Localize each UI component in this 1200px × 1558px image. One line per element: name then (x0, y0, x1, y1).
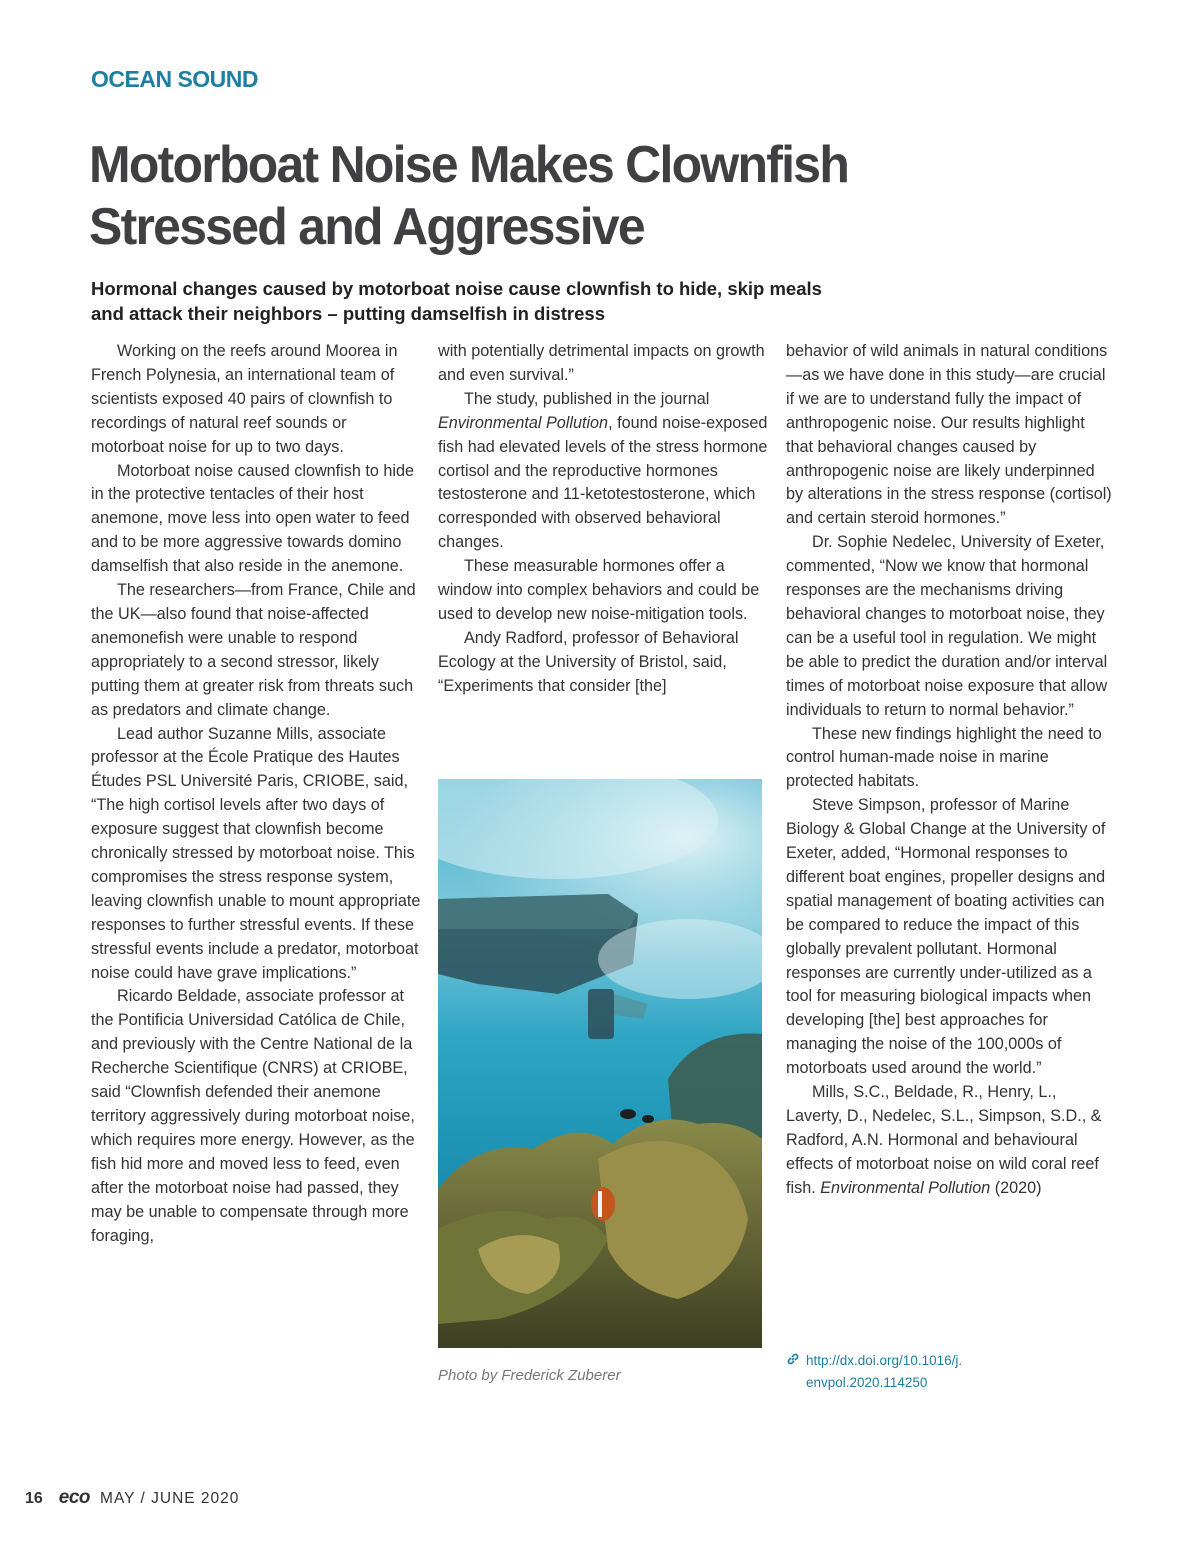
reference-year: (2020) (990, 1178, 1042, 1197)
body-column-2 (438, 340, 768, 699)
paragraph: Working on the reefs around Moorea in French Polynesia, an international team of scientists exposed 40 pairs of clownfish to recordings of natural reef sounds or motorboat noise for up to two days. (91, 342, 398, 456)
paragraph-text: The study, published in the journal (464, 389, 710, 408)
paragraph: Lead author Suzanne Mills, associate professor at the École Pratique des Hautes Études PSL Université Paris, CRIOBE, said, “The high cortisol levels after two days of exposure suggest that clownfish become chronically stressed by motorboat noise. This compromises the stress response system, leaving clownfish unable to mount appropriate responses to further stressful events. If these stressful events include a predator, motorboat noise could have grave implications.” (91, 724, 421, 982)
paragraph-text: , found noise-exposed fish had elevated levels of the stress hormone cortisol and the reproductive hormones testosterone and 11-ketotestosterone, which corresponded with observed behavioral changes. (438, 413, 768, 552)
doi-link[interactable] (786, 1350, 1046, 1394)
reference-journal: Environmental Pollution (820, 1178, 991, 1197)
doi-link-line-1[interactable]: http://dx.doi.org/10.1016/j. (806, 1353, 963, 1368)
section-label: OCEAN SOUND (91, 66, 259, 92)
paragraph: behavior of wild animals in natural conditions—as we have done in this study—are crucial if we are to understand fully the impact of anthropogenic noise. Our results highlight that behavioral changes caused by anthropogenic noise are likely underpinned by alterations in the stress response (cortisol) and certain steroid hormones.” (786, 342, 1112, 528)
reef-photo (438, 779, 762, 1348)
doi-link-line-2[interactable]: envpol.2020.114250 (806, 1375, 928, 1390)
paragraph: The researchers—from France, Chile and the UK—also found that noise-affected anemonefish were unable to respond appropriately to a second stressor, likely putting them at greater risk from threats such as predators and climate change. (91, 581, 416, 719)
paragraph: These new findings highlight the need to control human-made noise in marine protected habitats. (786, 724, 1102, 791)
paragraph: Dr. Sophie Nedelec, University of Exeter, commented, “Now we know that hormonal responses are the mechanisms driving behavioral changes to motorboat noise, they can be a useful tool in regulation. We might be able to predict the duration and/or interval times of motorboat noise exposure that allow individuals to return to normal behavior.” (786, 533, 1108, 719)
page-footer (25, 1487, 239, 1511)
reference-citation (786, 1081, 1116, 1201)
article-title: Motorboat Noise Makes Clownfish Stressed and Aggressive (89, 136, 849, 256)
paragraph (438, 388, 768, 555)
journal-name: Environmental Pollution (438, 413, 609, 432)
paragraph: with potentially detrimental impacts on growth and even survival.” (438, 342, 765, 384)
reef-photo-illustration (438, 779, 762, 1348)
paragraph: Ricardo Beldade, associate professor at the Pontificia Universidad Católica de Chile, and previously with the Centre National de la Recherche Scientifique (CNRS) at CRIOBE, said “Clownfish defended their anemone territory aggressively during motorboat noise, which requires more energy. However, as the fish hid more and moved less to feed, even after the motorboat noise had passed, they may be unable to compensate through more foraging, (91, 987, 415, 1245)
issue-date: MAY / JUNE 2020 (100, 1490, 240, 1507)
paragraph: These measurable hormones offer a window into complex behaviors and could be used to develop new noise-mitigation tools. (438, 557, 760, 623)
link-icon (786, 1352, 800, 1366)
page-number: 16 (25, 1490, 43, 1507)
body-column-3 (786, 340, 1116, 1201)
paragraph: Steve Simpson, professor of Marine Biology & Global Change at the University of Exeter, added, “Hormonal responses to different boat engines, propeller designs and spatial management of boating activities can be compared to reduce the impact of this globally prevalent pollutant. Hormonal responses are currently under-utilized as a tool for measuring biological impacts when developing [the] best approaches for managing the noise of the 100,000s of motorboats used around the world.” (786, 796, 1106, 1078)
body-column-1 (91, 340, 421, 1248)
reference-authors: Mills, S.C., Beldade, R., Henry, L., Laverty, D., Nedelec, S.L., Simpson, S.D., & Radford, A.N. Hormonal and behavioural effects of motorboat noise on wild coral reef fish. (786, 1083, 1102, 1197)
paragraph: Andy Radford, professor of Behavioral Ecology at the University of Bristol, said, “Experiments that consider [the] (438, 628, 739, 695)
magazine-logo: eco (58, 1487, 91, 1508)
photo-caption: Photo by Frederick Zuberer (438, 1367, 621, 1384)
paragraph: Motorboat noise caused clownfish to hide in the protective tentacles of their host anemone, move less into open water to feed and to be more aggressive towards domino damselfish that also reside in the anemone. (91, 461, 414, 576)
article-subtitle: Hormonal changes caused by motorboat noise cause clownfish to hide, skip meals and attack their neighbors – putting damselfish in distress (91, 278, 822, 324)
